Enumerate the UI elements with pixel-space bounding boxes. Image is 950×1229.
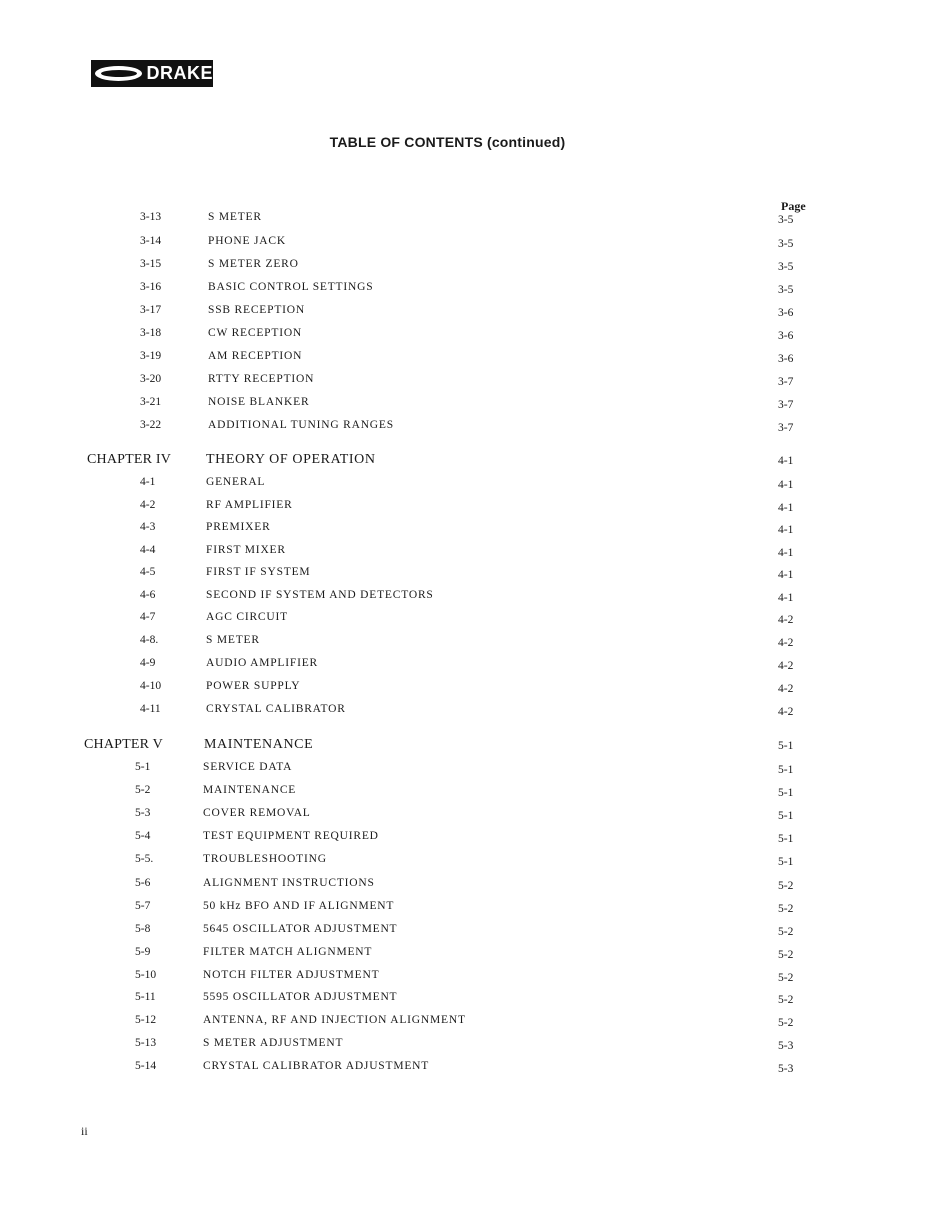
- section-number: 5-1: [135, 761, 151, 773]
- toc-entry-row: [0, 235, 950, 253]
- section-title: TEST EQUIPMENT REQUIRED: [203, 830, 379, 842]
- section-title: POWER SUPPLY: [206, 680, 301, 692]
- page-reference: 5-1: [778, 740, 794, 752]
- page-reference: 5-2: [778, 926, 794, 938]
- section-title: PREMIXER: [206, 521, 271, 533]
- page-reference: 4-1: [778, 455, 794, 467]
- section-title: AUDIO AMPLIFIER: [206, 657, 318, 669]
- toc-entry-row: [0, 1014, 950, 1032]
- section-title: AGC CIRCUIT: [206, 611, 288, 623]
- toc-entry-row: [0, 544, 950, 562]
- page-reference: 3-5: [778, 214, 794, 226]
- section-title: S METER: [206, 634, 260, 646]
- toc-entry-row: [0, 877, 950, 895]
- page-reference: 4-1: [778, 502, 794, 514]
- page-reference: 5-1: [778, 764, 794, 776]
- section-number: 4-11: [140, 703, 161, 715]
- toc-entry-row: [0, 476, 950, 494]
- page-reference: 5-2: [778, 972, 794, 984]
- toc-entry-row: [0, 807, 950, 825]
- toc-entry-row: [0, 419, 950, 437]
- page-reference: 5-3: [778, 1063, 794, 1075]
- section-number: 5-3: [135, 807, 151, 819]
- section-title: SSB RECEPTION: [208, 304, 305, 316]
- toc-entry-row: [0, 566, 950, 584]
- section-title: NOISE BLANKER: [208, 396, 310, 408]
- section-number: 4-9: [140, 657, 156, 669]
- section-title: RF AMPLIFIER: [206, 499, 293, 511]
- section-number: 3-17: [140, 304, 162, 316]
- section-number: 5-7: [135, 900, 151, 912]
- toc-entry-row: [0, 499, 950, 517]
- section-title: FILTER MATCH ALIGNMENT: [203, 946, 373, 958]
- section-number: 3-18: [140, 327, 162, 339]
- page-reference: 5-1: [778, 787, 794, 799]
- section-number: 5-8: [135, 923, 151, 935]
- section-title: 5645 OSCILLATOR ADJUSTMENT: [203, 923, 398, 935]
- page-reference: 5-3: [778, 1040, 794, 1052]
- toc-entry-row: [0, 258, 950, 276]
- section-number: 5-12: [135, 1014, 157, 1026]
- page-reference: 5-2: [778, 1017, 794, 1029]
- chapter-title: MAINTENANCE: [204, 737, 314, 752]
- section-title: SECOND IF SYSTEM AND DETECTORS: [206, 589, 434, 601]
- chapter-label: CHAPTER IV: [87, 452, 172, 467]
- section-title: 50 kHz BFO AND IF ALIGNMENT: [203, 900, 395, 912]
- toc-entry-row: [0, 946, 950, 964]
- page-number: ii: [81, 1124, 88, 1138]
- page-title: TABLE OF CONTENTS (continued): [329, 134, 566, 150]
- section-title: NOTCH FILTER ADJUSTMENT: [203, 969, 380, 981]
- page-reference: 5-2: [778, 994, 794, 1006]
- section-title: ADDITIONAL TUNING RANGES: [208, 419, 394, 431]
- section-title: S METER: [208, 211, 262, 223]
- section-number: 5-10: [135, 969, 157, 981]
- toc-entry-row: [0, 281, 950, 299]
- section-number: 3-22: [140, 419, 162, 431]
- section-title: AM RECEPTION: [208, 350, 303, 362]
- section-number: 3-19: [140, 350, 162, 362]
- section-title: PHONE JACK: [208, 235, 286, 247]
- section-title: SERVICE DATA: [203, 761, 293, 773]
- page-reference: 5-1: [778, 856, 794, 868]
- page-reference: 4-2: [778, 660, 794, 672]
- section-title: MAINTENANCE: [203, 784, 297, 796]
- section-number: 4-8.: [140, 634, 159, 646]
- page-reference: 4-1: [778, 547, 794, 559]
- section-number: 4-7: [140, 611, 156, 623]
- toc-entry-row: [0, 680, 950, 698]
- toc-entry-row: [0, 923, 950, 941]
- page-reference: 4-2: [778, 614, 794, 626]
- section-number: 4-4: [140, 544, 156, 556]
- toc-entry-row: [0, 350, 950, 368]
- page-reference: 5-1: [778, 833, 794, 845]
- chapter-label: CHAPTER V: [84, 737, 163, 752]
- toc-entry-row: [0, 991, 950, 1009]
- toc-entry-row: [0, 634, 950, 652]
- toc-entry-row: [0, 304, 950, 322]
- toc-entry-row: [0, 900, 950, 918]
- section-number: 5-5.: [135, 853, 154, 865]
- section-title: S METER ZERO: [208, 258, 299, 270]
- logo-brand-text: DRAKE: [146, 63, 213, 83]
- page-reference: 3-5: [778, 238, 794, 250]
- toc-entry-row: [0, 373, 950, 391]
- section-number: 4-10: [140, 680, 162, 692]
- toc-entry-row: [0, 703, 950, 721]
- page-reference: 4-1: [778, 569, 794, 581]
- logo-emblem-icon: [95, 66, 142, 81]
- toc-entry-row: [0, 761, 950, 779]
- toc-entry-row: [0, 969, 950, 987]
- page-column-label: Page: [781, 199, 806, 213]
- section-title: CRYSTAL CALIBRATOR: [206, 703, 346, 715]
- toc-entry-row: [0, 784, 950, 802]
- page-reference: 3-5: [778, 261, 794, 273]
- section-title: TROUBLESHOOTING: [203, 853, 327, 865]
- section-title: CRYSTAL CALIBRATOR ADJUSTMENT: [203, 1060, 430, 1072]
- section-title: GENERAL: [206, 476, 266, 488]
- chapter-title: THEORY OF OPERATION: [206, 452, 376, 467]
- section-number: 3-20: [140, 373, 162, 385]
- section-number: 3-15: [140, 258, 162, 270]
- page-reference: 4-2: [778, 706, 794, 718]
- section-title: ALIGNMENT INSTRUCTIONS: [203, 877, 375, 889]
- section-number: 3-14: [140, 235, 162, 247]
- toc-entry-row: [0, 853, 950, 871]
- toc-entry-row: [0, 611, 950, 629]
- section-number: 3-13: [140, 211, 162, 223]
- section-number: 4-5: [140, 566, 156, 578]
- section-number: 5-6: [135, 877, 151, 889]
- drake-logo: [91, 60, 213, 87]
- page-reference: 3-6: [778, 330, 794, 342]
- page-reference: 5-2: [778, 949, 794, 961]
- section-title: S METER ADJUSTMENT: [203, 1037, 344, 1049]
- section-number: 5-14: [135, 1060, 157, 1072]
- section-number: 5-11: [135, 991, 156, 1003]
- page-reference: 3-7: [778, 399, 794, 411]
- section-title: 5595 OSCILLATOR ADJUSTMENT: [203, 991, 398, 1003]
- page-reference: 5-2: [778, 903, 794, 915]
- section-number: 4-6: [140, 589, 156, 601]
- page-reference: 5-1: [778, 810, 794, 822]
- section-title: ANTENNA, RF AND INJECTION ALIGNMENT: [203, 1014, 466, 1026]
- section-title: COVER REMOVAL: [203, 807, 311, 819]
- section-title: FIRST IF SYSTEM: [206, 566, 311, 578]
- toc-entry-row: [0, 211, 950, 229]
- section-title: BASIC CONTROL SETTINGS: [208, 281, 374, 293]
- section-number: 4-3: [140, 521, 156, 533]
- section-number: 3-21: [140, 396, 162, 408]
- section-number: 5-13: [135, 1037, 157, 1049]
- toc-entry-row: [0, 589, 950, 607]
- toc-entry-row: [0, 657, 950, 675]
- section-number: 4-2: [140, 499, 156, 511]
- section-number: 3-16: [140, 281, 162, 293]
- section-number: 5-4: [135, 830, 151, 842]
- page-reference: 3-6: [778, 353, 794, 365]
- toc-entry-row: [0, 327, 950, 345]
- toc-entry-row: [0, 830, 950, 848]
- toc-chapter-row: [0, 737, 950, 755]
- page-reference: 3-6: [778, 307, 794, 319]
- page-reference: 4-2: [778, 637, 794, 649]
- toc-entry-row: [0, 1037, 950, 1055]
- toc-entry-row: [0, 1060, 950, 1078]
- page-reference: 5-2: [778, 880, 794, 892]
- page-reference: 4-1: [778, 524, 794, 536]
- section-number: 5-9: [135, 946, 151, 958]
- toc-chapter-row: [0, 452, 950, 470]
- page-reference: 4-2: [778, 683, 794, 695]
- section-number: 4-1: [140, 476, 156, 488]
- page-reference: 4-1: [778, 592, 794, 604]
- toc-entry-row: [0, 396, 950, 414]
- section-title: FIRST MIXER: [206, 544, 286, 556]
- page-reference: 3-7: [778, 422, 794, 434]
- page-reference: 3-5: [778, 284, 794, 296]
- toc-entry-row: [0, 521, 950, 539]
- section-title: CW RECEPTION: [208, 327, 303, 339]
- section-number: 5-2: [135, 784, 151, 796]
- page-reference: 4-1: [778, 479, 794, 491]
- section-title: RTTY RECEPTION: [208, 373, 315, 385]
- page-reference: 3-7: [778, 376, 794, 388]
